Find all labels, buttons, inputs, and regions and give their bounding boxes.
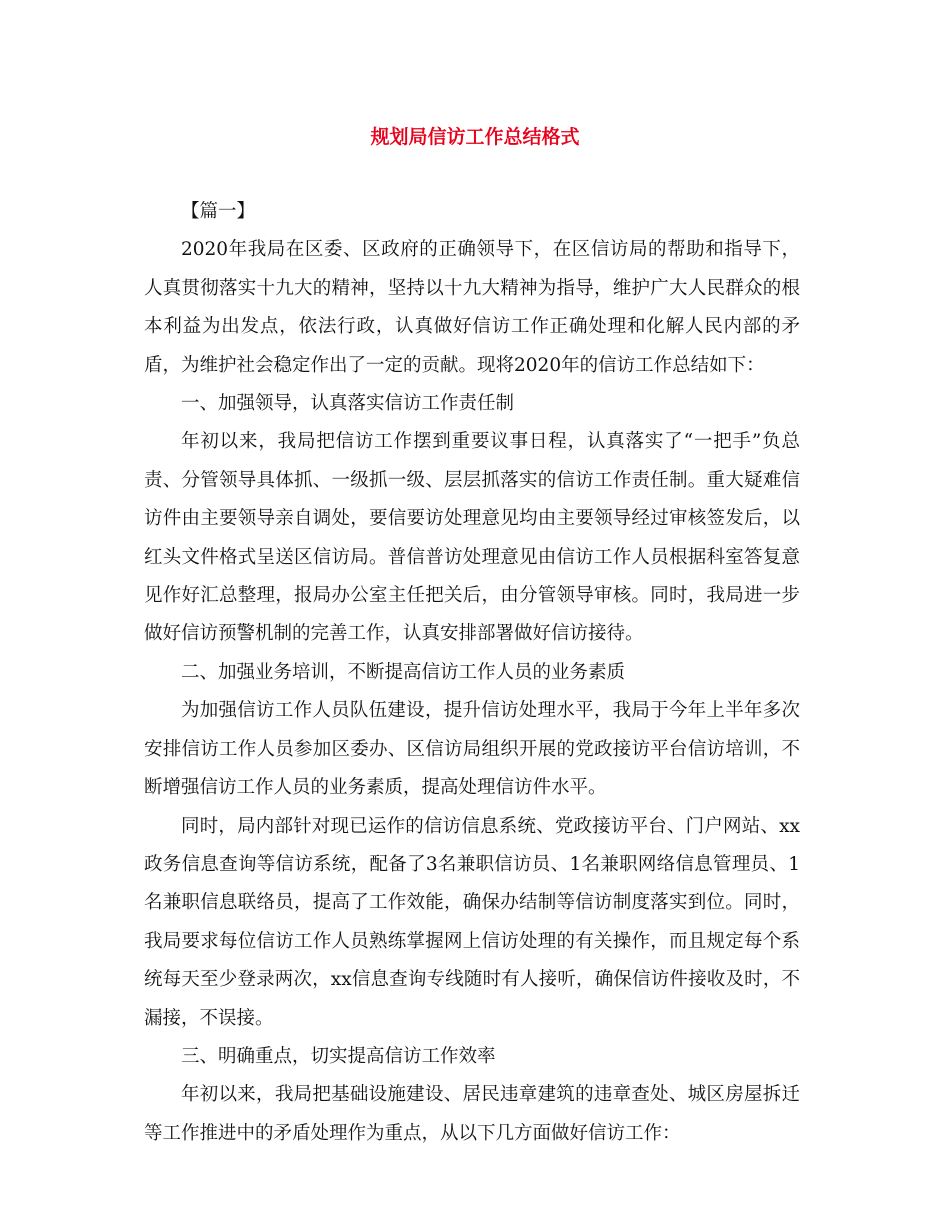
document-title: 规划局信访工作总结格式 [370, 126, 580, 148]
document-body [144, 193, 800, 1153]
intro-paragraph: 2020年我局在区委、区政府的正确领导下，在区信访局的帮助和指导下，人真贯彻落实十九大的精神，坚持以十九大精神为指导，维护广大人民群众的根本利益为出发点，依法行政，认真做好信访工作正确处理和化解人民内部的矛盾，为维护社会稳定作出了一定的贡献。现将2020年的信访工作总结如下： [144, 239, 800, 376]
section-heading-1: 一、加强领导，认真落实信访工作责任制 [181, 393, 515, 415]
section-heading-2: 二、加强业务培训，不断提高信访工作人员的业务素质 [181, 661, 626, 683]
body-paragraph: 为加强信访工作人员队伍建设，提升信访处理水平，我局于今年上半年多次安排信访工作人员参加区委办、区信访局组织开展的党政接访平台信访培训，不断增强信访工作人员的业务素质，提高处理信访件水平。 [144, 700, 800, 799]
section-marker: 【篇一】 [181, 201, 256, 222]
section-heading-3: 三、明确重点，切实提高信访工作效率 [181, 1045, 496, 1067]
body-paragraph: 同时，局内部针对现已运作的信访信息系统、党政接访平台、门户网站、xx政务信息查询等信访系统，配备了3名兼职信访员、1名兼职网络信息管理员、1名兼职信息联络员，提高了工作效能，确保办结制等信访制度落实到位。同时，我局要求每位信访工作人员熟练掌握网上信访处理的有关操作，而且规定每个系统每天至少登录两次，xx信息查询专线随时有人接听，确保信访件接收及时，不漏接，不误接。 [144, 815, 800, 1029]
body-paragraph: 年初以来，我局把信访工作摆到重要议事日程，认真落实了“一把手”负总责、分管领导具体抓、一级抓一级、层层抓落实的信访工作责任制。重大疑难信访件由主要领导亲自调处，要信要访处理意见均由主要领导经过审核签发后，以红头文件格式呈送区信访局。普信普访处理意见由信访工作人员根据科室答复意见作好汇总整理，报局办公室主任把关后，由分管领导审核。同时，我局进一步做好信访预警机制的完善工作，认真安排部署做好信访接待。 [144, 431, 800, 645]
body-paragraph: 年初以来，我局把基础设施建设、居民违章建筑的违章查处、城区房屋拆迁等工作推进中的矛盾处理作为重点，从以下几方面做好信访工作： [144, 1084, 800, 1144]
